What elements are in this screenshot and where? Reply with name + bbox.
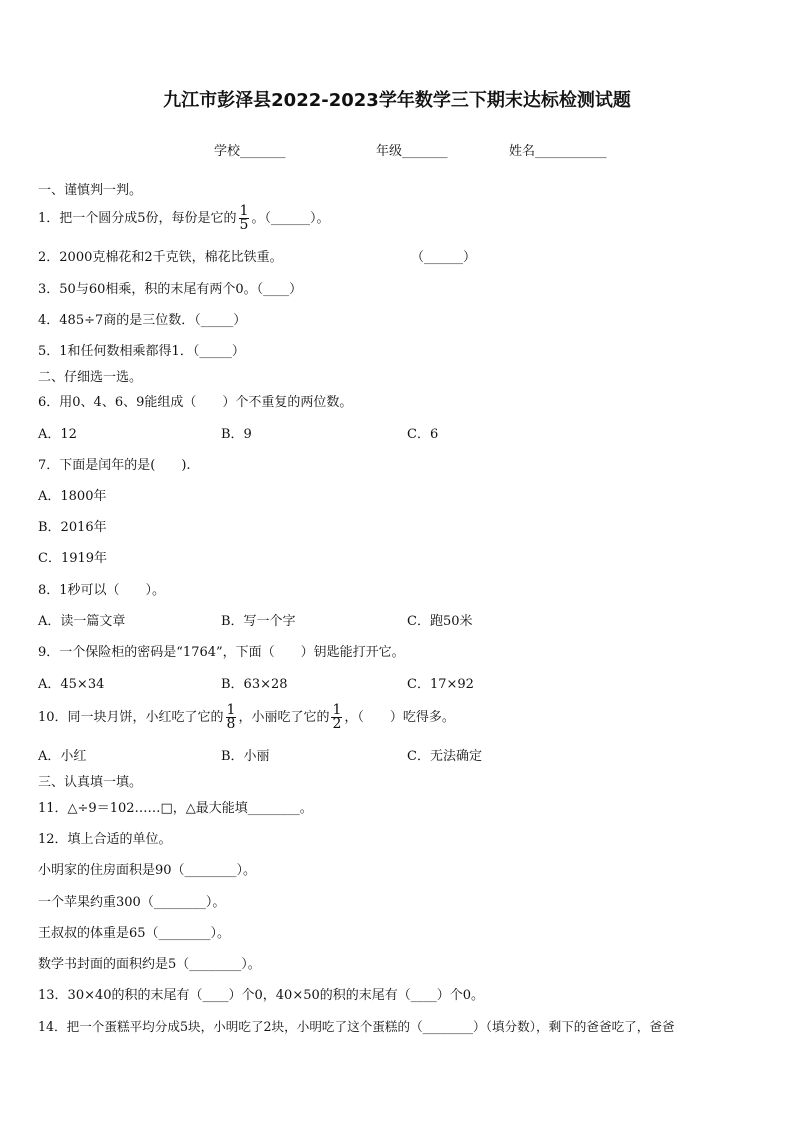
question-1-tail: 。（______）。 (251, 211, 330, 226)
question-8-option-a: A．读一篇文章 (38, 614, 126, 629)
question-10-option-b: B．小丽 (221, 749, 270, 764)
question-7: 7．下面是闰年的是( ). (38, 458, 191, 473)
question-7-option-a: A．1800年 (38, 489, 107, 504)
question-8-option-c: C．跑50米 (407, 614, 473, 629)
question-12-item-1: 小明家的住房面积是90（________）。 (38, 863, 257, 878)
question-4: 4．485÷7商的是三位数．（_____） (38, 313, 247, 328)
question-11: 11．△÷9＝102……□，△最大能填________。 (38, 801, 313, 816)
question-6-option-c: C．6 (407, 427, 439, 442)
fraction-numerator: 1 (239, 203, 249, 219)
fraction-one-eighth (226, 704, 237, 731)
question-3: 3．50与60相乘，积的末尾有两个0。（____） (38, 282, 303, 297)
section-2-heading: 二、仔细选一选。 (38, 370, 143, 385)
question-8-option-b: B．写一个字 (221, 614, 296, 629)
name-field: 姓名___________ (509, 144, 607, 159)
fraction-numerator: 1 (332, 702, 342, 718)
question-12-item-4: 数学书封面的面积约是5（________）。 (38, 957, 261, 972)
question-12-item-3: 王叔叔的体重是65（________）。 (38, 926, 231, 941)
question-12-item-2: 一个苹果约重300（________）。 (38, 895, 226, 910)
section-3-heading: 三、认真填一填。 (38, 775, 143, 790)
question-6-option-a: A．12 (38, 427, 77, 442)
question-6: 6．用0、4、6、9能组成（ ）个不重复的两位数。 (38, 395, 353, 410)
fraction-denominator: 5 (239, 217, 249, 233)
question-10 (38, 703, 455, 733)
question-10-tail: ，（ ）吃得多。 (344, 710, 455, 725)
question-9: 9．一个保险柜的密码是“1764”，下面（ ）钥匙能打开它。 (38, 645, 405, 660)
question-8: 8．1秒可以（ ）。 (38, 583, 166, 598)
question-10-middle: ，小丽吃了它的 (238, 710, 330, 725)
section-1-heading: 一、谨慎判一判。 (38, 183, 143, 198)
fraction-numerator: 1 (226, 702, 236, 718)
question-2-blank: （______） (411, 250, 477, 265)
question-14: 14．把一个蛋糕平均分成5块，小明吃了2块，小明吃了这个蛋糕的（________）（填分数），剩下的爸爸吃了，爸爸 (38, 1019, 675, 1034)
question-7-option-c: C．1919年 (38, 551, 108, 566)
question-1 (38, 204, 329, 234)
question-10-option-a: A．小红 (38, 749, 87, 764)
question-9-option-b: B．63×28 (221, 677, 288, 692)
question-6-option-b: B．9 (221, 427, 252, 442)
question-10-option-c: C．无法确定 (407, 749, 482, 764)
question-7-option-b: B．2016年 (38, 520, 107, 535)
question-12: 12．填上合适的单位。 (38, 832, 172, 847)
question-9-option-c: C．17×92 (407, 677, 474, 692)
question-9-option-a: A．45×34 (38, 677, 105, 692)
grade-field: 年级_______ (376, 144, 448, 159)
page-title: 九江市彭泽县2022-2023学年数学三下期末达标检测试题 (163, 90, 631, 111)
question-2: 2．2000克棉花和2千克铁，棉花比铁重。 (38, 250, 283, 265)
fraction-one-fifth (239, 205, 250, 232)
school-field: 学校_______ (214, 144, 286, 159)
fraction-one-half (331, 704, 342, 731)
fraction-denominator: 8 (226, 716, 236, 732)
question-10-text: 10．同一块月饼，小红吃了它的 (38, 710, 224, 725)
question-5: 5．1和任何数相乘都得1．（_____） (38, 344, 245, 359)
fraction-denominator: 2 (332, 716, 342, 732)
question-13: 13．30×40的积的末尾有（____）个0，40×50的积的末尾有（____）个0。 (38, 988, 485, 1003)
question-1-text: 1．把一个圆分成5份，每份是它的 (38, 211, 237, 226)
